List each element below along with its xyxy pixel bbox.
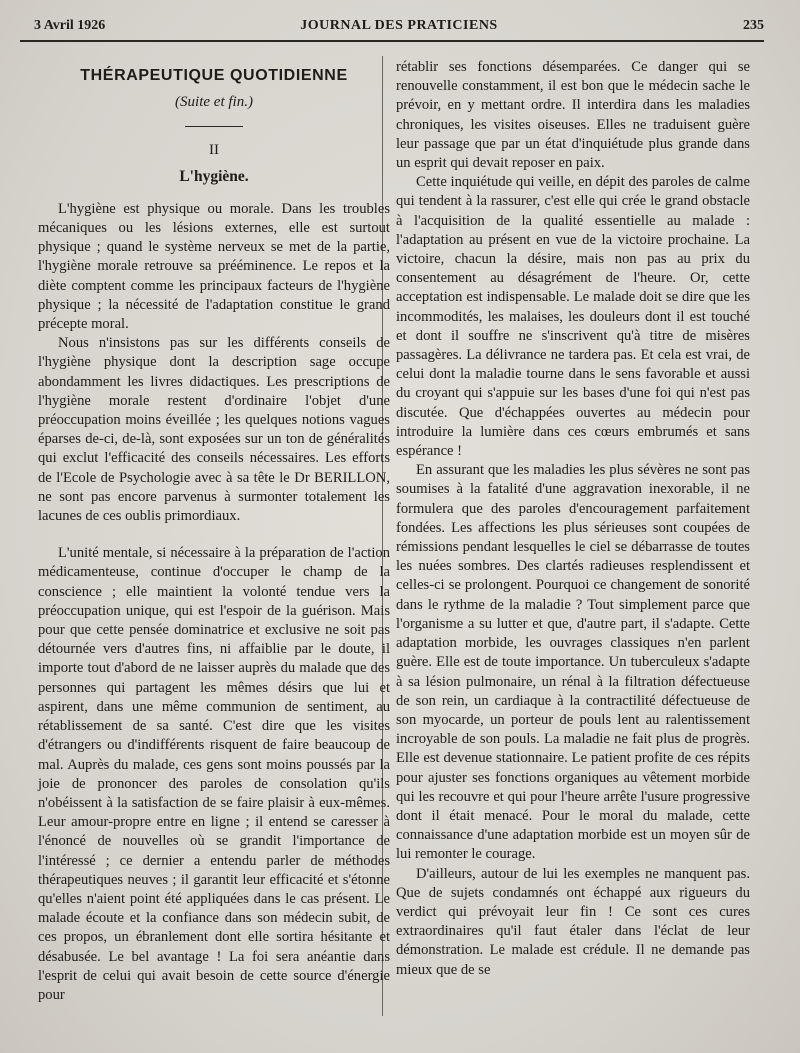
article-subtitle: (Suite et fin.) <box>175 94 253 111</box>
running-header <box>34 18 764 38</box>
paragraph-right-1: rétablir ses fonctions désemparées. Ce danger qui se renouvelle constamment, il est bon que le médecin sache le prévoir, en y mettant ordre. Il interdira dans les maladies chroniques, les visites oiseuses. Elles ne traduisent guère leur passage que par un état d'inquiétude plus grande dans un esprit qui devait reposer en paix. <box>396 59 750 172</box>
section-title: L'hygiène. <box>179 167 249 185</box>
paragraph-right-2: Cette inquiétude qui veille, en dépit des paroles de calme qui tendent à la rassurer, c'est elle qui crée le grand obstacle à l'acquisition de la qualité essentielle au malade : l'adaptation au présent en vue de la victoire prochaine. La victoire, chacun la désire, mais non pas au prix du consentement au désagrément de l'heure. Or, cette acceptation est indispensable. Le malade doit se dire que les incommodités, les malaises, les douleurs dont il est touché et dont il souffre ne s'inscrivent qu'à titre de misères passagères. La délivrance ne tardera pas. Et cela est vrai, de celui dont la maladie tourne dans le sens favorable et aussi du croyant qui s'appuie sur les bases d'une foi qui n'est pas discutée. Que d'échappées ouvertes au médecin pour introduire la lumière dans ces cœurs embrumés et sans espérance ! <box>396 174 750 460</box>
article-title: THÉRAPEUTIQUE QUOTIDIENNE <box>80 67 348 84</box>
journal-title: JOURNAL DES PRATICIENS <box>300 18 498 33</box>
title-rule <box>185 126 243 127</box>
right-column <box>396 58 750 980</box>
left-column <box>38 62 390 1005</box>
paragraph-right-3: En assurant que les maladies les plus sévères ne sont pas soumises à la fatalité d'une aggravation inexorable, il ne formulera que des paroles d'encouragement parfaitement fondées. Les affections les plus sérieuses sont coupées de rémissions pendant lesquelles le ciel se débarrasse de toutes les nuées sombres. Des clartés radieuses resplendissent et celles-ci se prolongent. Pourquoi ce changement de sonorité dans le rythme de la maladie ? Tout simplement parce que l'organisme a su lutter et que, d'autre part, il s'adapte. Cette adaptation morbide, les ouvrages classiques n'en parlent guère. Elle est de toute importance. Un tuberculeux s'adapte à sa lésion pulmonaire, un rénal à la filtration défectueuse de son rein, un cardiaque à la contractilité défectueuse de son myocarde, un porteur de pouls lent au ralentissement incroyable de son pouls. La maladie ne fait plus de progrès. Elle est devenue stationnaire. Le patient profite de ces répits pour ajuster ses fonctions organiques au vêtement morbide qui les recouvre et qui pour l'heure arrête l'usure progressive dont il était menacé. Pour le moral du malade, cette connaissance d'une adaptation morbide est un moyen sûr de lui remonter le courage. <box>396 462 750 863</box>
paragraph-left-2: Nous n'insistons pas sur les différents conseils de l'hygiène physique dont la description sage occupe abondamment les livres didactiques. Les prescriptions de l'hygiène morale restent d'ordinaire l'objet d'une préoccupation moins éveillée ; les quelques notions vagues éparses de-ci, de-là, sont exposées sur un ton de généralités qui exclut l'efficacité des conseils nécessaires. Les efforts de l'Ecole de Psychologie avec à sa tête le Dr BERILLON, ne sont pas encore parvenus à surmonter totalement les lacunes de ces oublis primordiaux. <box>38 335 390 525</box>
issue-date: 3 Avril 1926 <box>34 18 106 33</box>
paragraph-left-3: L'unité mentale, si nécessaire à la préparation de l'action médicamenteuse, continue d'occuper le champ de la conscience ; elle maintient la volonté tendue vers la préoccupation unique, qui est l'espoir de la guérison. Mais pour que cette pensée dominatrice et exclusive ne soit pas détournée vers d'autres fins, ni affaiblie par le doute, il importe tout d'abord de ne laisser auprès du malade que des personnes qui partagent les mêmes désirs que lui et aspirent, dans une même communion de sentiment, au rétablissement de sa santé. C'est dire que les visites d'étrangers ou d'indifférents risquent de faire beaucoup de mal. Auprès du malade, ces gens sont moins poussés par la joie de prononcer des paroles de consolation qu'ils n'obéissent à la satisfaction de se faire plaisir à eux-mêmes. Leur amour-propre entre en ligne ; il entend se caresser à l'énoncé de nouvelles où se grandit l'importance de l'intéressé ; ce dernier a entendu parler de méthodes thérapeutiques neuves ; il garantit leur efficacité et s'étonne qu'elles n'aient point été appliquées dans le cas présent. Le malade écoute et la confiance dans son médecin subit, de ces propos, un ébranlement dont elle sortira hésitante et désabusée. Le bel avantage ! La foi sera anéantie dans l'esprit de celui qui avait besoin de cette source d'énergie pour <box>38 545 390 1003</box>
header-rule <box>20 40 764 42</box>
paragraph-left-1: L'hygiène est physique ou morale. Dans les troubles mécaniques ou les lésions externes, elle est surtout physique ; quand le système nerveux se met de la partie, l'hygiène morale retrouve sa prééminence. Le repos et la diète comptent comme les principaux facteurs de l'hygiène physique ; la nécessité de l'adaptation constitue le grand précepte moral. <box>38 200 390 333</box>
page-number: 235 <box>743 18 764 33</box>
section-number: II <box>209 142 219 159</box>
paragraph-right-4: D'ailleurs, autour de lui les exemples ne manquent pas. Que de sujets condamnés ont échappé aux rigueurs du verdict qui prévoyait leur fin ! Ce sont ces cures extraordinaires qu'il faut étaler dans l'éclat de leur démonstration. Le malade est crédule. Il ne demande pas mieux que de se <box>396 865 750 978</box>
